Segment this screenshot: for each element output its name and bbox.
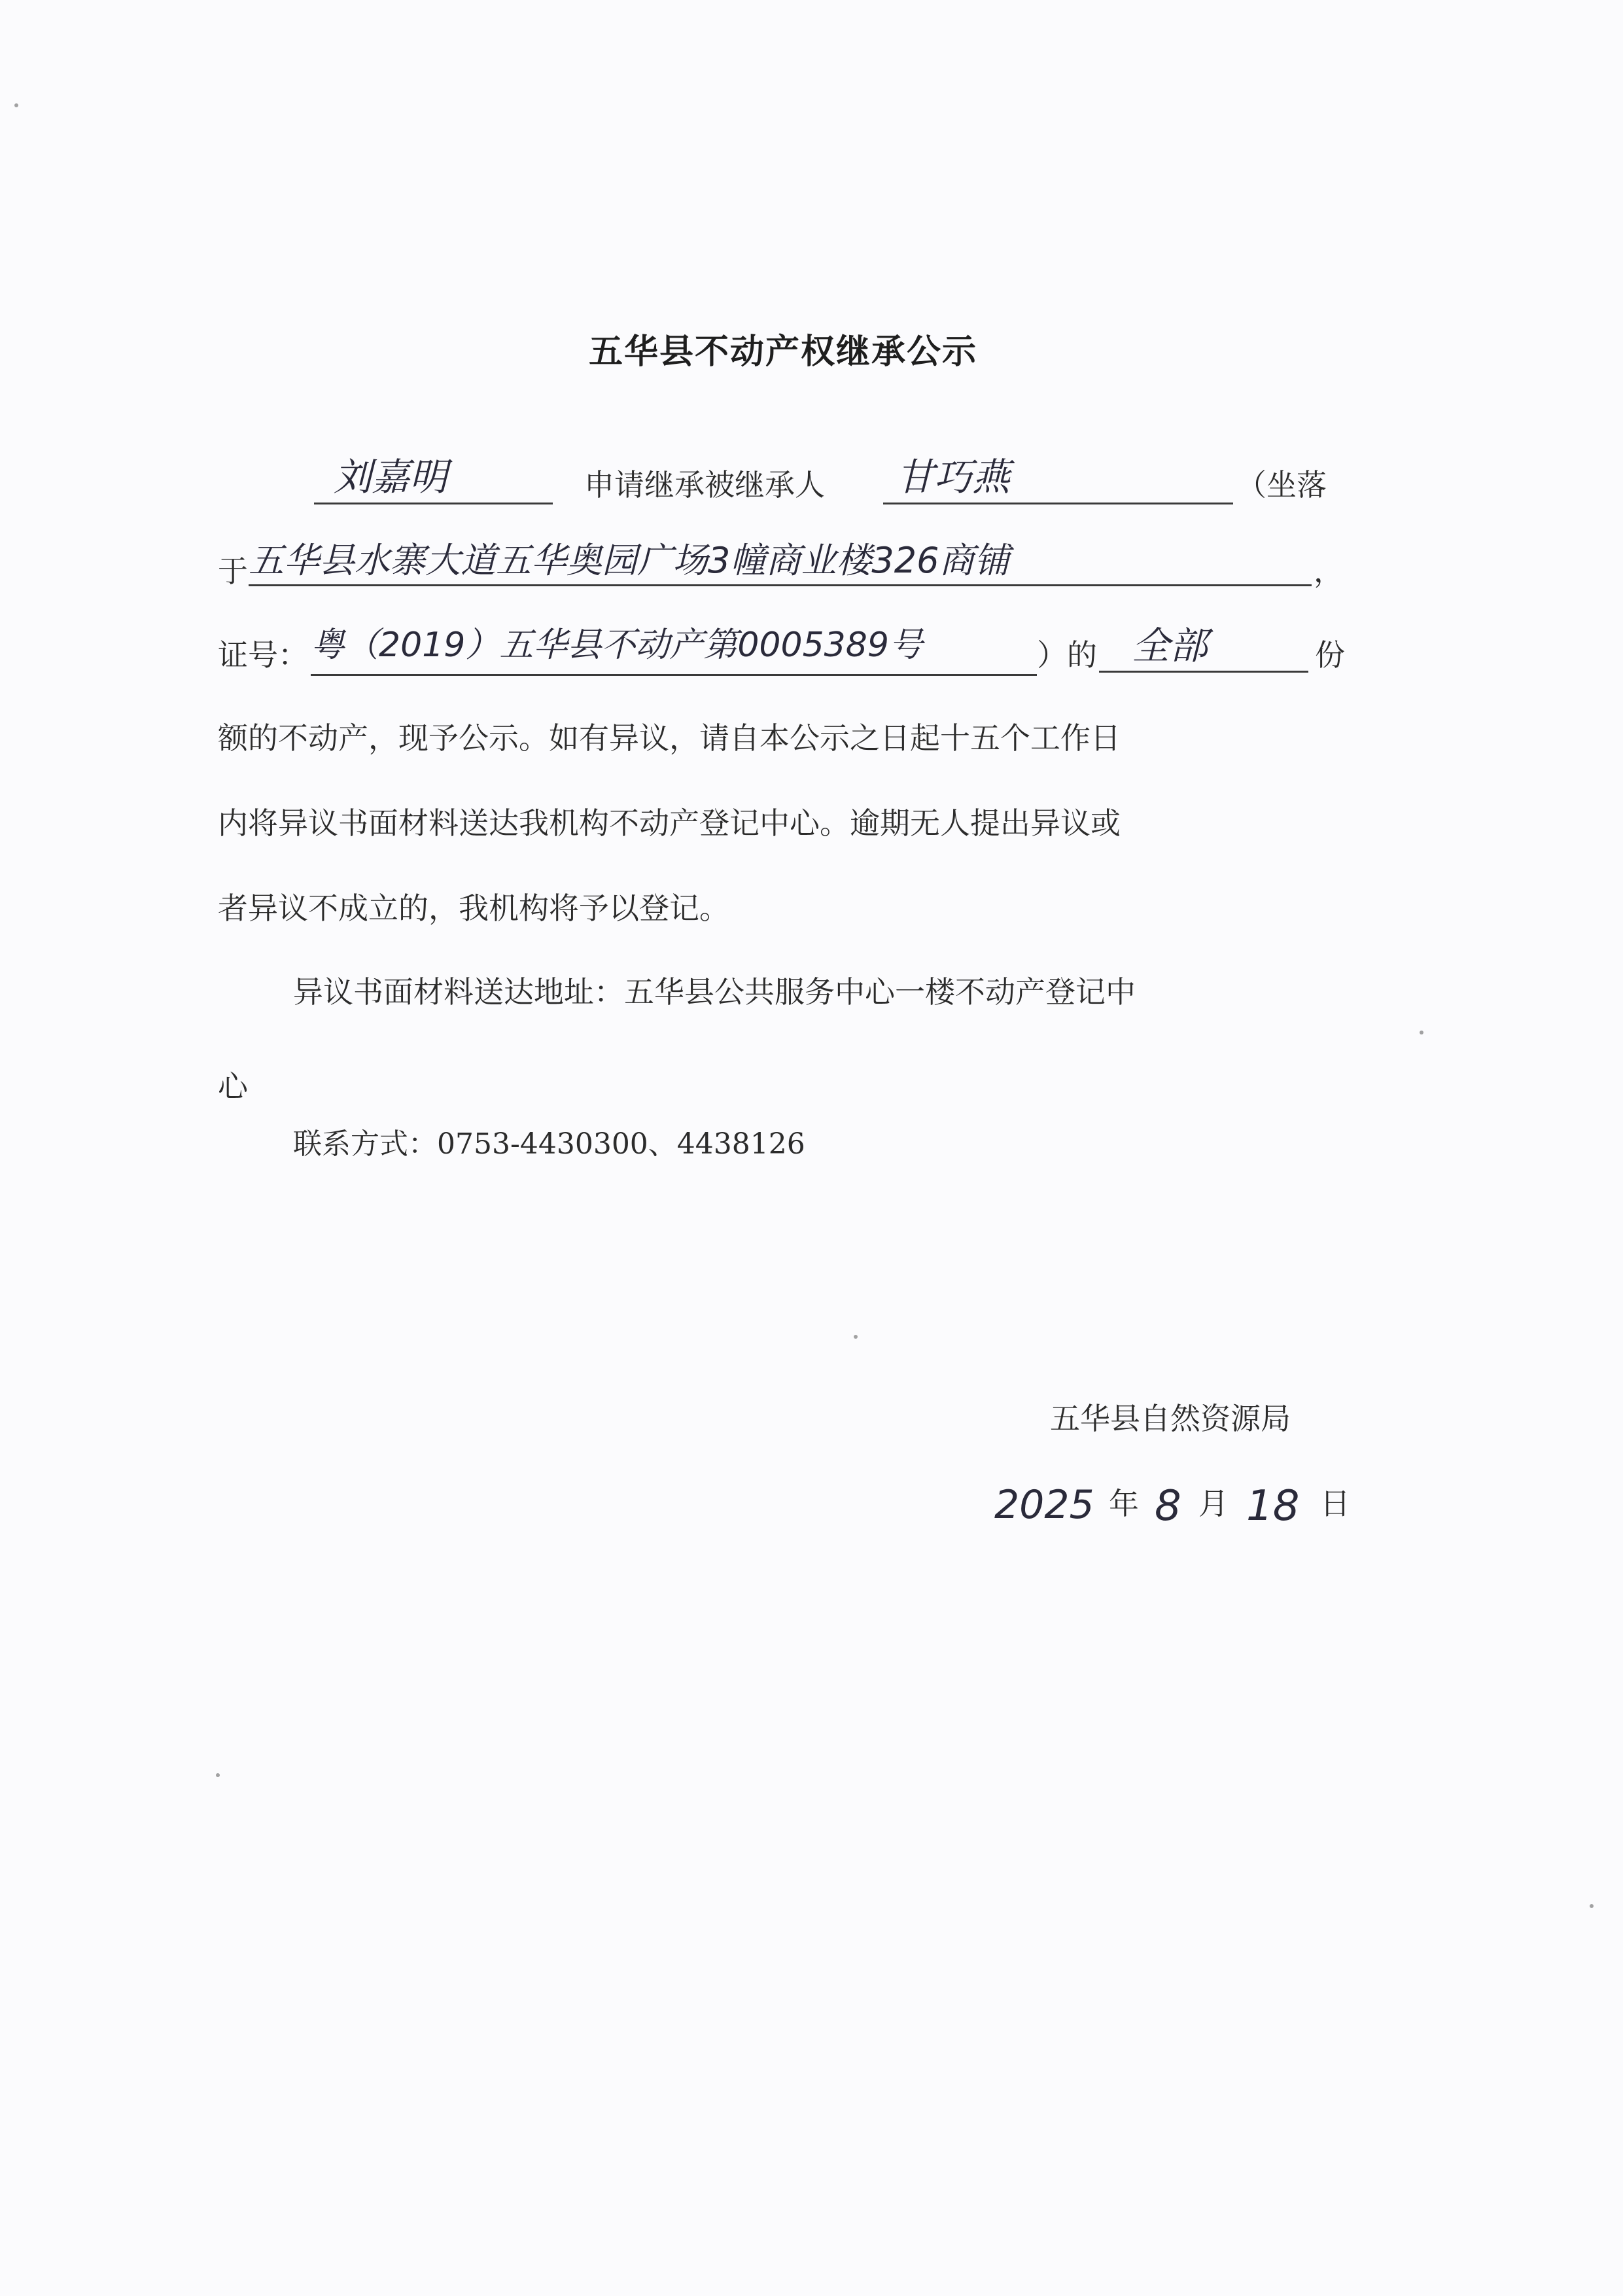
date-day-handwritten: 18: [1246, 1482, 1300, 1530]
of-text: ）的: [1037, 637, 1097, 673]
body-line-4: 内将异议书面材料送达我机构不动产登记中心。逾期无人提出异议或: [218, 805, 1121, 841]
page-title: 五华县不动产权继承公示: [589, 332, 978, 372]
scan-speck: [216, 1773, 220, 1777]
fen-text: 份: [1315, 637, 1345, 673]
month-label: 月: [1198, 1486, 1229, 1521]
day-label: 日: [1320, 1486, 1350, 1521]
date-year-handwritten: 2025: [994, 1482, 1094, 1528]
scan-speck: [1590, 1904, 1594, 1908]
deceased-name-handwritten: 甘巧燕: [896, 455, 1011, 499]
location-underline: [249, 584, 1312, 586]
body-line-3: 额的不动产，现予公示。如有异议，请自本公示之日起十五个工作日: [218, 720, 1121, 756]
property-location-handwritten: 五华县水寨大道五华奥园广场3幢商业楼326商铺: [249, 540, 1010, 581]
scan-speck: [854, 1335, 858, 1339]
address-line-1: 异议书面材料送达地址：五华县公共服务中心一楼不动产登记中: [293, 974, 1136, 1010]
share-underline: [1099, 671, 1308, 673]
deceased-underline: [883, 503, 1233, 504]
comma-text: ，: [1314, 554, 1344, 589]
applicant-underline: [314, 503, 553, 504]
cert-underline: [311, 674, 1037, 676]
date-month-handwritten: 8: [1155, 1482, 1181, 1530]
scan-speck: [1420, 1031, 1423, 1034]
share-handwritten: 全部: [1132, 624, 1208, 668]
certificate-number-handwritten: 粤（2019）五华县不动产第0005389号: [311, 626, 923, 665]
inherit-request-text: 申请继承被继承人: [584, 467, 825, 503]
applicant-name-handwritten: 刘嘉明: [334, 455, 448, 499]
yu-text: 于: [218, 554, 248, 589]
located-text: （坐落: [1236, 467, 1327, 503]
body-line-5: 者异议不成立的，我机构将予以登记。: [218, 891, 729, 926]
contact-info: 联系方式：0753-4430300、4438126: [293, 1127, 805, 1161]
cert-label: 证号：: [218, 637, 308, 673]
scan-speck: [14, 103, 18, 107]
issuer-name: 五华县自然资源局: [1050, 1401, 1291, 1436]
year-label: 年: [1109, 1486, 1139, 1521]
address-line-2: 心: [218, 1069, 248, 1104]
